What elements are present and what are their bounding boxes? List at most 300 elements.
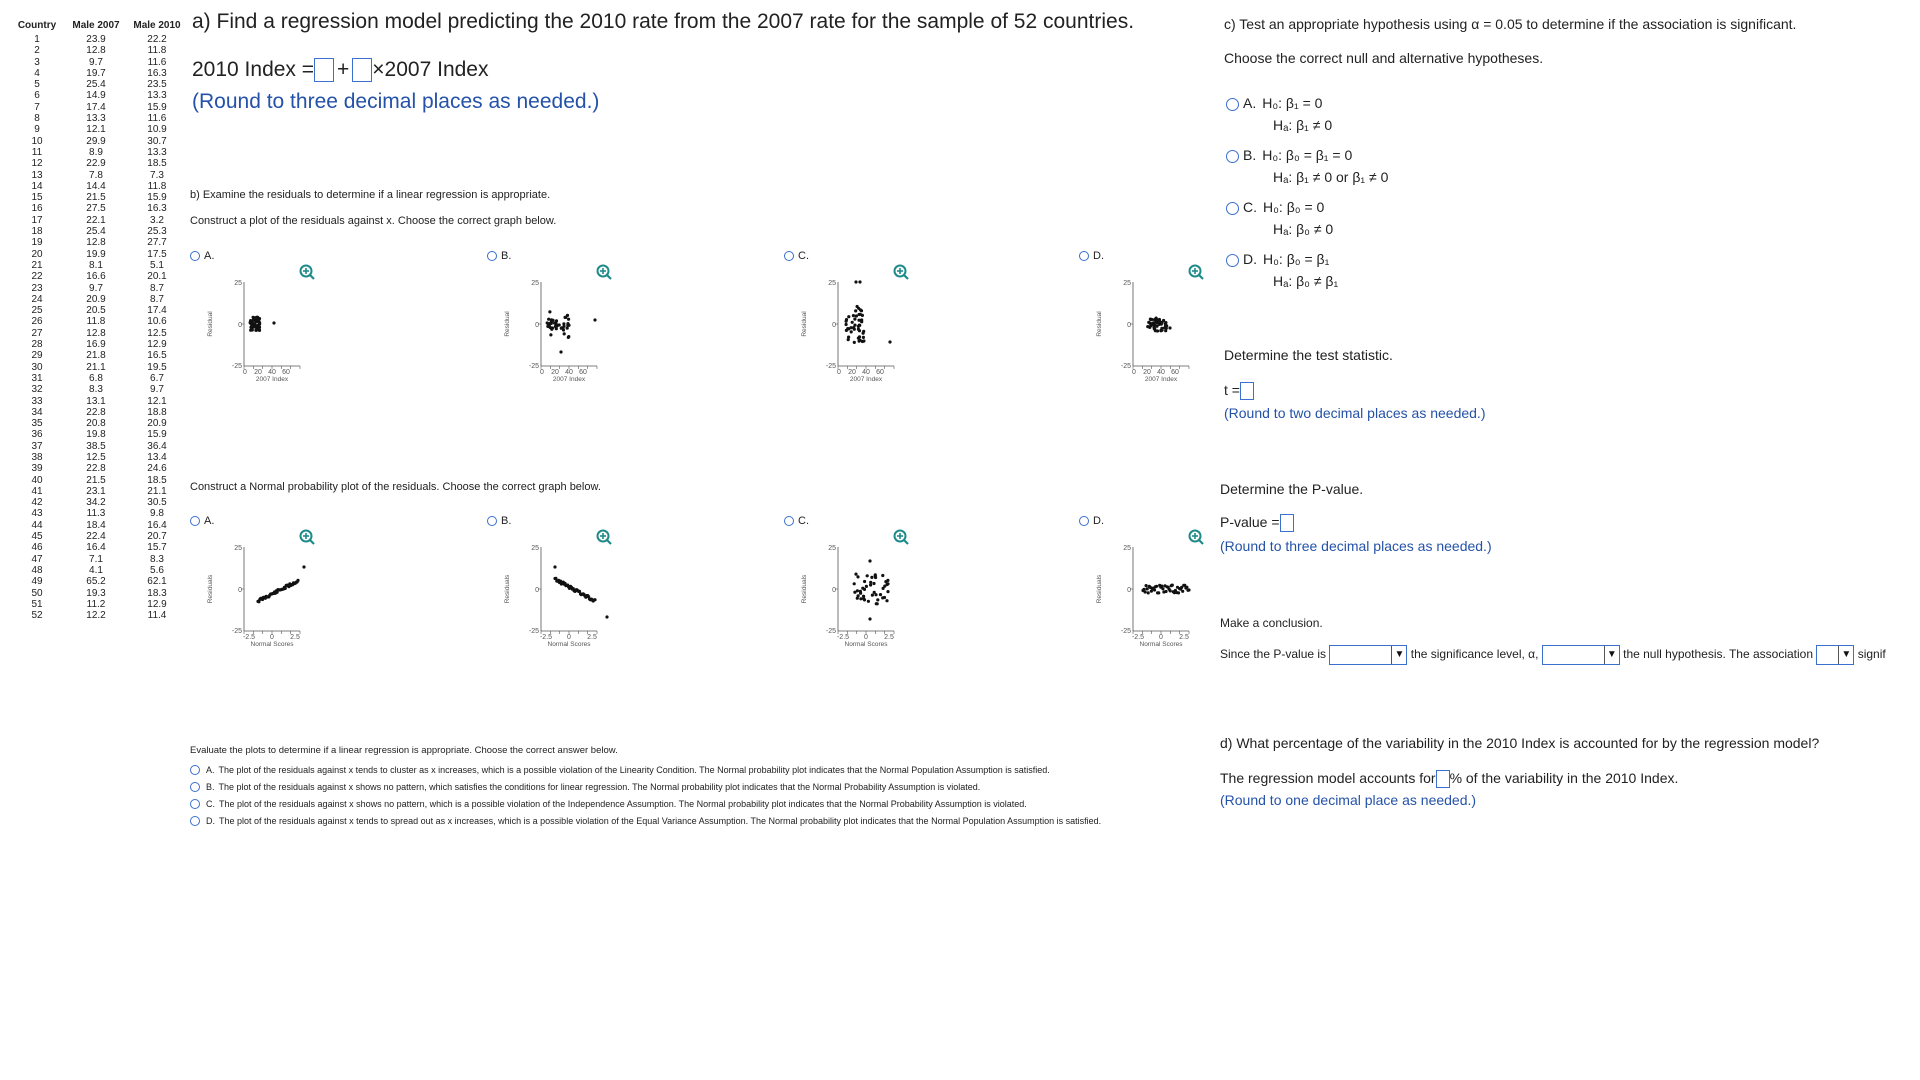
radio-button[interactable]	[1226, 150, 1239, 163]
eval-option-b[interactable]	[190, 782, 1210, 793]
eval-prompt: Evaluate the plots to determine if a linear regression is appropriate. Choose the correct answer below.	[190, 745, 618, 756]
data-point	[845, 323, 848, 326]
table-cell: 8.1	[89, 259, 103, 271]
table-cell: 27	[31, 327, 43, 339]
null-hypothesis: H₀: β₁ = 0	[1262, 95, 1323, 111]
data-point	[862, 332, 865, 335]
tick-label: Residual	[207, 311, 214, 337]
table-cell: 29.9	[86, 135, 106, 147]
tick-label: Residuals	[504, 574, 511, 604]
intercept-input[interactable]	[314, 58, 334, 82]
t-hint: (Round to two decimal places as needed.)	[1224, 405, 1486, 421]
table-cell: 21.5	[86, 192, 106, 204]
test-stat-prompt: Determine the test statistic.	[1224, 347, 1393, 363]
data-point	[853, 318, 856, 321]
data-point	[852, 314, 855, 317]
pvalue-hint: (Round to three decimal places as needed.)	[1220, 538, 1492, 554]
part-b-title: b) Examine the residuals to determine if a linear regression is appropriate.	[190, 189, 551, 201]
null-decision-select[interactable]	[1542, 645, 1620, 665]
table-row	[8, 124, 188, 135]
data-point	[858, 324, 861, 327]
data-point	[883, 585, 886, 588]
option-text: The plot of the residuals against x tends to cluster as x increases, which is a possible violation of the Linearity Condition. The Normal probability plot indicates that the Normal Population Assumption is satisfied.	[218, 765, 1050, 775]
table-row	[8, 339, 188, 350]
table-row	[8, 305, 188, 316]
tick-label: 40	[565, 369, 573, 376]
normal-plot-b	[497, 525, 647, 675]
table-cell: 5.1	[150, 259, 164, 271]
table-cell: 17.5	[147, 248, 167, 260]
table-cell: 14.9	[86, 90, 106, 102]
data-point	[567, 318, 570, 321]
table-row	[8, 113, 188, 124]
dropdown-arrow-icon: ▼	[1604, 646, 1619, 664]
radio-button[interactable]	[190, 782, 200, 792]
conclusion-row	[1220, 645, 1886, 665]
data-point	[857, 319, 860, 322]
hypotheses-prompt: Choose the correct null and alternative hypotheses.	[1224, 50, 1544, 66]
data-point	[1146, 325, 1149, 328]
table-cell: 12.1	[147, 395, 167, 407]
normal-plot-c	[794, 525, 944, 675]
table-row	[8, 181, 188, 192]
eq-rhs: ×2007 Index	[372, 58, 489, 81]
table-cell: 12.8	[86, 45, 106, 57]
normal-plot-a	[200, 525, 350, 675]
data-point	[251, 328, 254, 331]
table-cell: 6.8	[89, 372, 103, 384]
data-point	[862, 339, 865, 342]
data-point	[1157, 319, 1160, 322]
normal-plot-d	[1089, 525, 1239, 675]
table-cell: 13.3	[147, 90, 167, 102]
data-point	[302, 565, 305, 568]
data-point	[551, 319, 554, 322]
data-point	[856, 597, 859, 600]
data-point	[605, 615, 608, 618]
table-cell: 48	[31, 564, 43, 576]
data-point	[854, 309, 857, 312]
table-row	[8, 215, 188, 226]
data-point	[873, 591, 876, 594]
table-row	[8, 396, 188, 407]
table-cell: 23.5	[147, 79, 167, 91]
table-row	[8, 260, 188, 271]
data-point	[853, 341, 856, 344]
tick-label: 0	[535, 587, 539, 594]
radio-button[interactable]	[190, 799, 200, 809]
data-point	[254, 325, 257, 328]
data-point	[861, 314, 864, 317]
table-row	[8, 441, 188, 452]
table-cell: 16.6	[86, 271, 106, 283]
table-row	[8, 203, 188, 214]
table-cell: 16.5	[147, 350, 167, 362]
data-point	[567, 324, 570, 327]
table-cell: 11.8	[147, 45, 167, 57]
part-d-hint: (Round to one decimal place as needed.)	[1220, 792, 1477, 808]
table-cell: 11.4	[147, 610, 167, 622]
table-row	[8, 418, 188, 429]
tick-label: 0	[1127, 587, 1131, 594]
data-point	[254, 316, 257, 319]
table-cell: 7.3	[150, 169, 164, 181]
tick-label: Residuals	[1096, 574, 1103, 604]
option-text: The plot of the residuals against x tends to spread out as x increases, which is a possible violation of the Equal Variance Assumption. The Normal probability plot indicates that the Normal Population Assumption is satisfied.	[219, 816, 1102, 826]
pvalue-label: P-value =	[1220, 514, 1280, 530]
data-point	[1187, 588, 1190, 591]
tick-label: Residuals	[207, 574, 214, 604]
data-point	[1171, 584, 1174, 587]
table-cell: 22.2	[147, 34, 167, 45]
tick-label: Residual	[504, 311, 511, 337]
table-row	[8, 45, 188, 56]
data-point	[1153, 318, 1156, 321]
table-row	[8, 79, 188, 90]
col-header-country: Country	[17, 20, 57, 31]
zoom-icon[interactable]	[301, 531, 315, 545]
radio-button[interactable]	[784, 516, 794, 526]
eq-plus: +	[337, 58, 350, 81]
zoom-icon[interactable]	[301, 266, 315, 280]
table-cell: 8.9	[89, 146, 103, 158]
radio-button[interactable]	[1226, 202, 1239, 215]
option-label: A.	[1243, 95, 1257, 111]
pvalue-prompt: Determine the P-value.	[1220, 481, 1364, 497]
radio-button[interactable]	[1079, 251, 1089, 261]
pvalue-input[interactable]	[1280, 514, 1294, 532]
data-point	[856, 575, 859, 578]
part-d-answer-row	[1220, 770, 1678, 788]
conclusion-prompt: Make a conclusion.	[1220, 616, 1323, 630]
data-point	[865, 585, 868, 588]
table-row	[8, 554, 188, 565]
tick-label: 0	[238, 587, 242, 594]
radio-button[interactable]	[190, 516, 200, 526]
data-point	[1164, 324, 1167, 327]
table-cell: 10.6	[147, 316, 167, 328]
table-cell: 36	[31, 429, 43, 441]
table-cell: 41	[31, 485, 43, 497]
table-cell: 16.9	[86, 339, 106, 351]
null-hypothesis: H₀: β₀ = β₁	[1263, 251, 1330, 267]
data-point	[849, 326, 852, 329]
zoom-icon[interactable]	[895, 531, 909, 545]
data-point	[1160, 321, 1163, 324]
data-point	[876, 602, 879, 605]
data-point	[1146, 587, 1149, 590]
radio-button[interactable]	[487, 251, 497, 261]
table-row	[8, 226, 188, 237]
data-point	[566, 314, 569, 317]
hypothesis-option-d[interactable]	[1226, 248, 1338, 292]
data-point	[272, 321, 275, 324]
tick-label: 2.5	[290, 634, 300, 641]
data-point	[296, 579, 299, 582]
significance-select[interactable]	[1816, 645, 1854, 665]
table-cell: 18.8	[147, 406, 167, 418]
table-row	[8, 362, 188, 373]
radio-button[interactable]	[190, 816, 200, 826]
table-cell: 50	[31, 587, 43, 599]
part-a-title: a) Find a regression model predicting the 2010 rate from the 2007 rate for the sample of 52 countries.	[192, 10, 1135, 33]
table-cell: 13.1	[86, 395, 106, 407]
table-row	[8, 429, 188, 440]
data-point	[858, 313, 861, 316]
table-row	[8, 599, 188, 610]
data-point	[547, 318, 550, 321]
percentage-input[interactable]	[1436, 770, 1450, 788]
data-point	[1145, 584, 1148, 587]
tick-label: -25	[825, 628, 836, 635]
table-cell: 47	[31, 553, 43, 565]
zoom-icon[interactable]	[895, 266, 909, 280]
tick-label: 25	[531, 280, 539, 287]
tick-label: 0	[243, 369, 247, 376]
table-cell: 9	[34, 124, 40, 136]
table-row	[8, 497, 188, 508]
table-cell: 16.3	[147, 203, 167, 215]
data-point	[862, 595, 865, 598]
tick-label: 20	[254, 369, 262, 376]
table-cell: 4	[34, 67, 40, 79]
data-point	[560, 327, 563, 330]
table-cell: 12.2	[86, 610, 106, 622]
table-cell: 25.4	[86, 226, 106, 238]
table-cell: 11.8	[86, 316, 106, 328]
data-point	[1155, 325, 1158, 328]
tick-label: -25	[1120, 363, 1131, 370]
tick-label: Residual	[1096, 311, 1103, 337]
table-cell: 14	[31, 180, 43, 192]
tick-label: 0	[238, 322, 242, 329]
table-cell: 22.8	[86, 463, 106, 475]
option-label: D.	[1243, 251, 1257, 267]
tick-label: 25	[531, 545, 539, 552]
hypothesis-option-c[interactable]	[1226, 196, 1333, 240]
table-row	[8, 57, 188, 68]
radio-button[interactable]	[190, 251, 200, 261]
data-point	[555, 319, 558, 322]
option-label: C.	[798, 250, 809, 262]
table-row	[8, 508, 188, 519]
radio-button[interactable]	[1226, 254, 1239, 267]
data-point	[868, 559, 871, 562]
table-cell: 19.5	[147, 361, 167, 373]
null-hypothesis: H₀: β₀ = β₁ = 0	[1262, 147, 1353, 163]
tick-label: -2.5	[1131, 634, 1145, 641]
table-row	[8, 294, 188, 305]
data-point	[859, 597, 862, 600]
radio-button[interactable]	[1226, 98, 1239, 111]
table-cell: 11.8	[147, 180, 167, 192]
tick-label: -25	[528, 363, 539, 370]
data-point	[853, 582, 856, 585]
alt-hypothesis: Hₐ: β₁ ≠ 0 or β₁ ≠ 0	[1273, 169, 1389, 185]
data-point	[549, 333, 552, 336]
tick-label: 0	[540, 369, 544, 376]
data-point	[1147, 321, 1150, 324]
table-cell: 35	[31, 418, 43, 430]
table-row	[8, 576, 188, 587]
table-cell: 38.5	[86, 440, 106, 452]
table-row	[8, 407, 188, 418]
zoom-icon[interactable]	[1190, 531, 1204, 545]
data-point	[566, 327, 569, 330]
eval-option-a[interactable]	[190, 765, 1210, 776]
data-point	[858, 280, 861, 283]
table-cell: 18.3	[147, 587, 167, 599]
zoom-icon[interactable]	[598, 531, 612, 545]
t-label: t =	[1224, 382, 1240, 398]
option-label: A.	[204, 515, 215, 527]
table-row	[8, 486, 188, 497]
slope-input[interactable]	[352, 58, 372, 82]
tick-label: -25	[231, 363, 242, 370]
data-point	[886, 579, 889, 582]
table-row	[8, 350, 188, 361]
table-row	[8, 520, 188, 531]
tick-label: 40	[268, 369, 276, 376]
conclusion-text-3: the null hypothesis. The association	[1623, 647, 1814, 662]
pvalue-compare-select[interactable]	[1329, 645, 1407, 665]
tick-label: 0	[837, 369, 841, 376]
hypothesis-option-a[interactable]	[1226, 92, 1332, 136]
hypothesis-option-b[interactable]	[1226, 144, 1388, 188]
table-cell: 9.7	[89, 282, 103, 294]
table-cell: 7.1	[89, 553, 103, 565]
dropdown-arrow-icon: ▼	[1838, 646, 1853, 664]
data-point	[1153, 588, 1156, 591]
tick-label: 0	[832, 322, 836, 329]
table-cell: 27.7	[147, 237, 167, 249]
t-stat-input[interactable]	[1240, 382, 1254, 400]
alt-hypothesis: Hₐ: β₁ ≠ 0	[1273, 117, 1333, 133]
data-point	[1177, 591, 1180, 594]
data-point	[863, 588, 866, 591]
table-cell: 12	[31, 158, 43, 170]
data-point	[847, 315, 850, 318]
tick-label: 25	[828, 280, 836, 287]
tick-label: -2.5	[539, 634, 553, 641]
table-cell: 4.1	[89, 564, 103, 576]
table-cell: 12.5	[147, 327, 167, 339]
tick-label: 2.5	[587, 634, 597, 641]
zoom-icon[interactable]	[598, 266, 612, 280]
tick-label: 60	[579, 369, 587, 376]
data-point	[856, 305, 859, 308]
tick-label: -25	[231, 628, 242, 635]
data-table	[8, 20, 188, 621]
data-point	[257, 319, 260, 322]
tick-label: Residuals	[801, 574, 808, 604]
radio-button[interactable]	[1079, 516, 1089, 526]
table-row	[8, 192, 188, 203]
table-row	[8, 102, 188, 113]
table-cell: 10.9	[147, 124, 167, 136]
table-cell: 6	[34, 90, 40, 102]
eval-option-c[interactable]	[190, 799, 1210, 810]
radio-button[interactable]	[190, 765, 200, 775]
tick-label: 0	[270, 634, 274, 641]
table-row	[8, 565, 188, 576]
table-cell: 36.4	[147, 440, 167, 452]
data-point	[850, 330, 853, 333]
scatter-plot-a	[200, 260, 350, 410]
part-c-title: c) Test an appropriate hypothesis using α = 0.05 to determine if the association is significant.	[1224, 16, 1797, 32]
tick-label: 25	[234, 545, 242, 552]
option-label: C.	[798, 515, 809, 527]
data-point	[881, 574, 884, 577]
table-cell: 26	[31, 316, 43, 328]
table-cell: 27.5	[86, 203, 106, 215]
option-label: A.	[204, 250, 215, 262]
data-point	[863, 580, 866, 583]
table-row	[8, 158, 188, 169]
table-cell: 10	[31, 135, 43, 147]
alt-hypothesis: Hₐ: β₀ ≠ β₁	[1273, 273, 1339, 289]
table-cell: 20	[31, 248, 43, 260]
table-cell: 25.3	[147, 226, 167, 238]
tick-label: 25	[234, 280, 242, 287]
table-cell: 23	[31, 282, 43, 294]
option-text: The plot of the residuals against x shows no pattern, which satisfies the conditions for linear regression. The Normal probability plot indicates that the Normal Probability Assumption is violated.	[218, 782, 981, 792]
table-cell: 22	[31, 271, 43, 283]
table-cell: 21.8	[86, 350, 106, 362]
alt-hypothesis: Hₐ: β₀ ≠ 0	[1273, 221, 1334, 237]
data-point	[881, 596, 884, 599]
table-cell: 8	[34, 113, 40, 125]
table-cell: 1	[34, 34, 40, 45]
table-row	[8, 136, 188, 147]
table-cell: 20.8	[86, 418, 106, 430]
radio-button[interactable]	[487, 516, 497, 526]
t-stat-row	[1224, 382, 1254, 400]
table-cell: 22.9	[86, 158, 106, 170]
tick-label: Residual	[801, 311, 808, 337]
pvalue-row	[1220, 514, 1294, 532]
zoom-icon[interactable]	[1190, 266, 1204, 280]
table-row	[8, 316, 188, 327]
data-point	[870, 576, 873, 579]
table-row	[8, 463, 188, 474]
part-d-title: d) What percentage of the variability in the 2010 Index is accounted for by the regression model?	[1220, 735, 1820, 751]
data-point	[859, 590, 862, 593]
data-point	[858, 340, 861, 343]
table-cell: 15.7	[147, 542, 167, 554]
tick-label: 2007 Index	[1144, 376, 1178, 383]
eq-lhs: 2010 Index =	[192, 58, 315, 81]
table-cell: 18.5	[147, 474, 167, 486]
radio-button[interactable]	[784, 251, 794, 261]
eval-option-d[interactable]	[190, 816, 1210, 827]
data-point	[1161, 587, 1164, 590]
table-cell: 20.9	[86, 293, 106, 305]
data-point	[593, 598, 596, 601]
option-text: The plot of the residuals against x shows no pattern, which is a possible violation of the Independence Assumption. The Normal probability plot indicates that the Normal Probability Assumption is violated.	[219, 799, 1027, 809]
table-cell: 12.8	[86, 237, 106, 249]
table-cell: 8.7	[150, 282, 164, 294]
table-cell: 29	[31, 350, 43, 362]
data-point	[876, 598, 879, 601]
option-label: D.	[1093, 250, 1104, 262]
table-cell: 12.9	[147, 339, 167, 351]
data-point	[858, 329, 861, 332]
data-point	[547, 323, 550, 326]
table-cell: 24	[31, 293, 43, 305]
table-row	[8, 68, 188, 79]
table-cell: 49	[31, 576, 43, 588]
